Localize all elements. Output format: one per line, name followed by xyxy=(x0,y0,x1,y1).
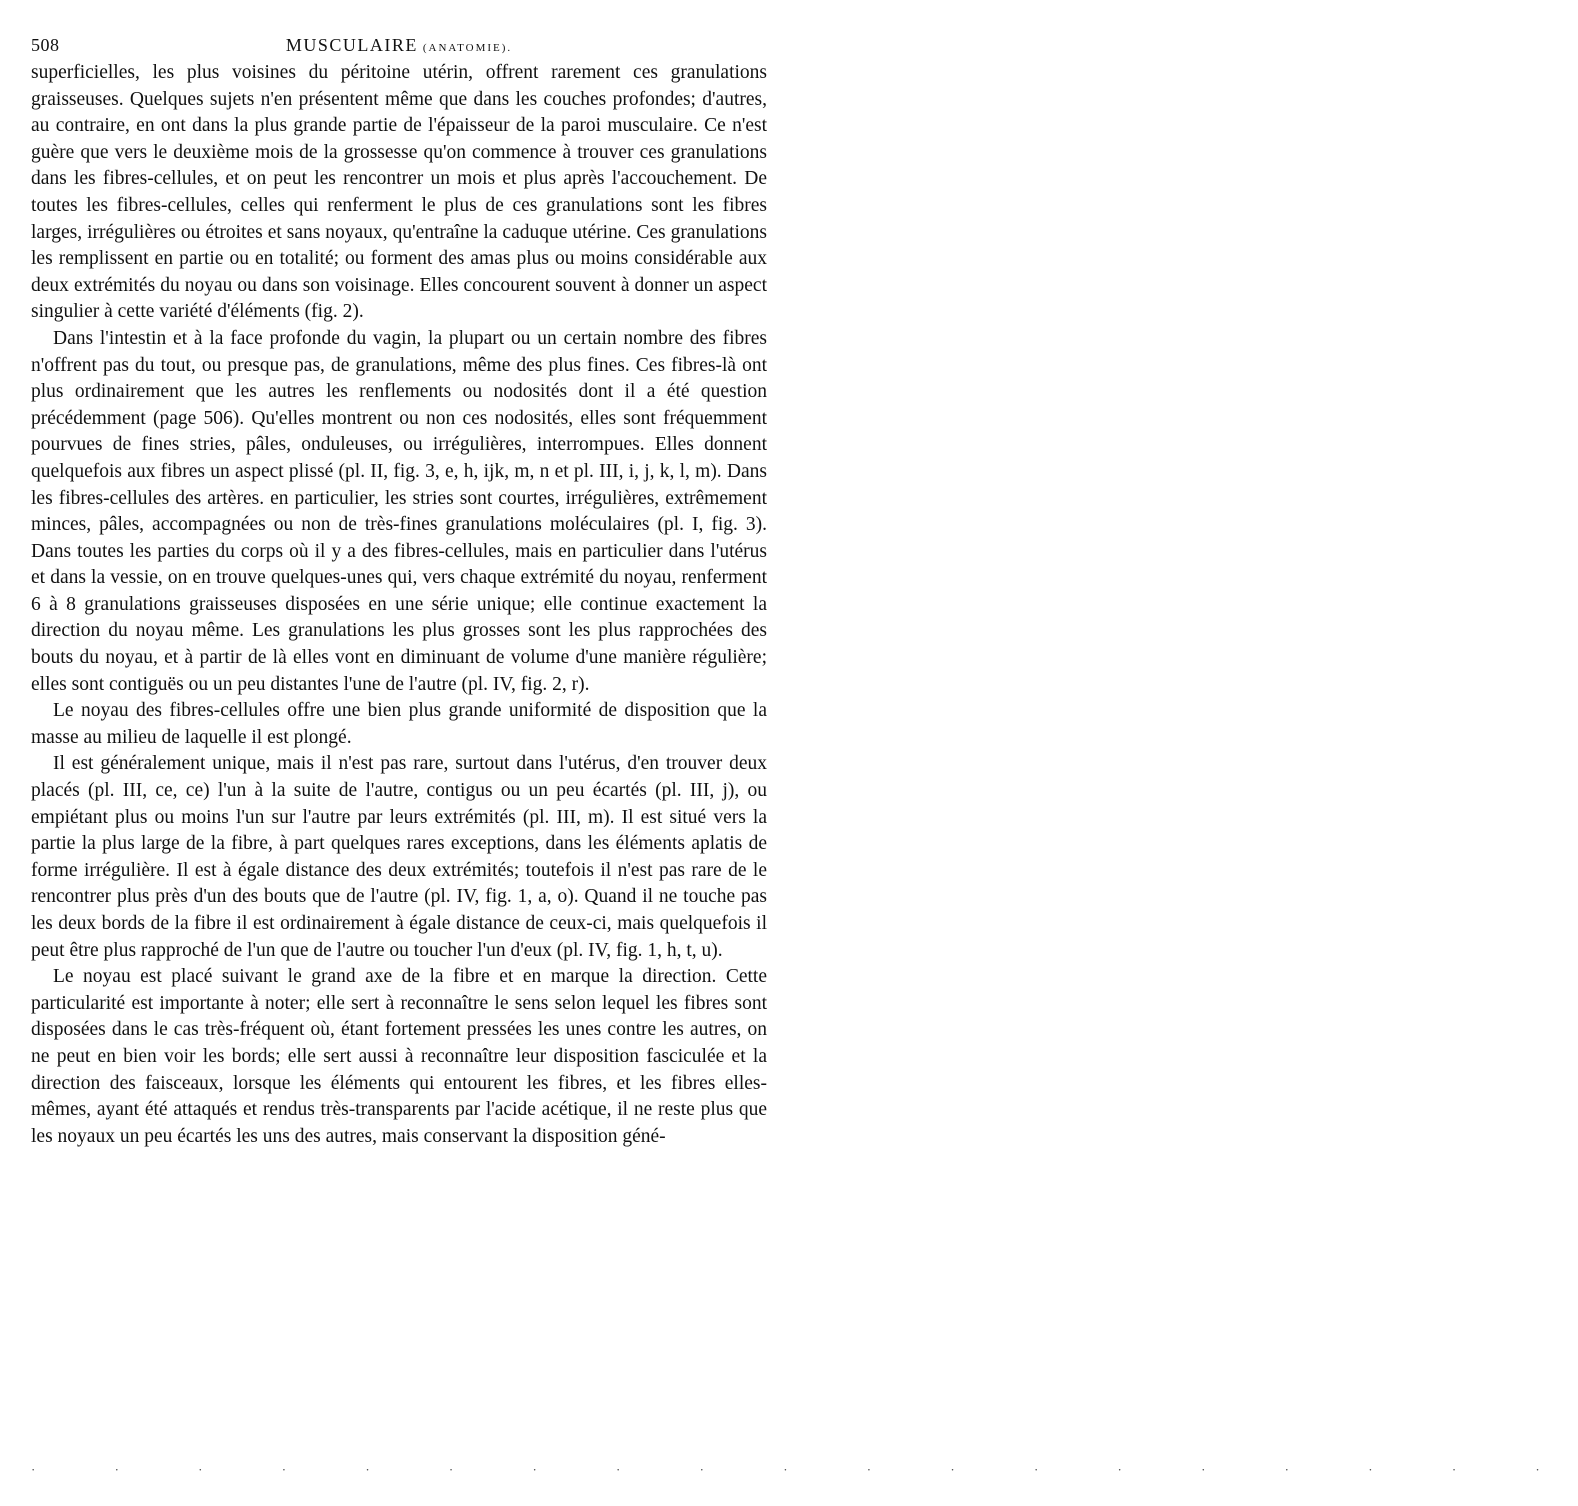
paragraph: Dans l'intestin et à la face profonde du vagin, la plupart ou un certain nombre des fibres n'offrent pas du tout, ou presque pas, de granulations, même des plus fines. Ces fibres-là ont plus ordinairement que les autres les renflements ou nodosités dont il a été question précédemment (page 506). Qu'elles montrent ou non ces nodosités, elles sont fréquemment pourvues de fines stries, pâles, onduleuses, ou irrégulières, interrompues. Elles donnent quelquefois aux fibres un aspect plissé (pl. II, fig. 3, e, h, ijk, m, n et pl. III, i, j, k, l, m). Dans les fibres-cellules des artères. en particulier, les stries sont courtes, irrégulières, extrêmement minces, pâles, accompagnées ou non de très-fines granulations moléculaires (pl. I, fig. 3). Dans toutes les parties du corps où il y a des fibres-cellules, mais en particulier dans l'utérus et dans la vessie, on en trouve quelques-unes qui, vers chaque extrémité du noyau, renferment 6 à 8 granulations graisseuses disposées en une série unique; elle continue exactement la direction du noyau même. Les granulations les plus grosses sont les plus rapprochées des bouts du noyau, et à partir de là elles vont en diminuant de volume d'une manière régulière; elles sont contiguës ou un peu distantes l'une de l'autre (pl. IV, fig. 2, r). xyxy=(31,327,767,695)
paragraph: Le noyau est placé suivant le grand axe de la fibre et en marque la direction. Cette particularité est importante à noter; elle sert à reconnaître le sens selon lequel les fibres sont disposées dans le cas très-fréquent où, étant fortement pressées les unes contre les autres, on ne peut en bien voir les bords; elle sert aussi à reconnaître leur disposition fasciculée et la direction des faisceaux, lorsque les éléments qui entourent les fibres, et les fibres elles-mêmes, ayant été attaqués et rendus très-transparents par l'acide acétique, il ne reste plus que les noyaux un peu écartés les uns des autres, mais conservant la disposition géné- xyxy=(31,966,767,1147)
paragraph: Il est généralement unique, mais il n'est pas rare, surtout dans l'utérus, d'en trouver deux placés (pl. III, ce, ce) l'un à la suite de l'autre, contigus ou un peu écartés (pl. III, j), ou empiétant plus ou moins l'un sur l'autre par leurs extrémités (pl. III, m). Il est situé vers la partie la plus large de la fibre, à part quelques rares exceptions, dans les éléments aplatis de forme irrégulière. Il est à égale distance des deux extrémités; toutefois il n'est pas rare de le rencontrer plus près d'un des bouts que de l'autre (pl. IV, fig. 1, a, o). Quand il ne touche pas les deux bords de la fibre il est ordinairement à égale distance de ceux-ci, mais quelquefois il peut être plus rapproché de l'un que de l'autre ou toucher l'un d'eux (pl. IV, fig. 1, h, t, u). xyxy=(31,753,767,961)
scan-noise-dots: · · · · · · · · · · · · · · · · · · · xyxy=(31,1462,1578,1477)
paragraph-continued: superficielles, les plus voisines du péritoine utérin, offrent rarement ces granulations graisseuses. Quelques sujets n'en présentent même que dans les couches profondes; d'autres, au contraire, en ont dans la plus grande partie de l'épaisseur de la paroi musculaire. Ce n'est guère que vers le deuxième mois de la grossesse qu'on commence à trouver ces granulations dans les fibres-cellules, et on peut les rencontrer un mois et plus après l'accouchement. De toutes les fibres-cellules, celles qui renferment le plus de ces granulations sont les fibres larges, irrégulières ou étroites et sans noyaux, qu'entraîne la caduque utérine. Ces granulations les remplissent en partie ou en totalité; ou forment des amas plus ou moins considérable aux deux extrémités du noyau ou dans son voisinage. Elles concourent souvent à donner un aspect singulier à cette variété d'éléments (fig. 2). xyxy=(31,62,767,323)
running-title-main: MUSCULAIRE xyxy=(285,35,418,55)
body-text xyxy=(31,60,767,1150)
page-number: 508 xyxy=(31,35,60,55)
running-head xyxy=(31,30,767,60)
paragraph: Le noyau des fibres-cellules offre une bien plus grande uniformité de disposition que la masse au milieu de laquelle il est plongé. xyxy=(31,700,767,748)
running-title xyxy=(31,30,767,63)
running-title-sub: (ANATOMIE). xyxy=(422,42,513,54)
document-page xyxy=(31,30,767,1150)
